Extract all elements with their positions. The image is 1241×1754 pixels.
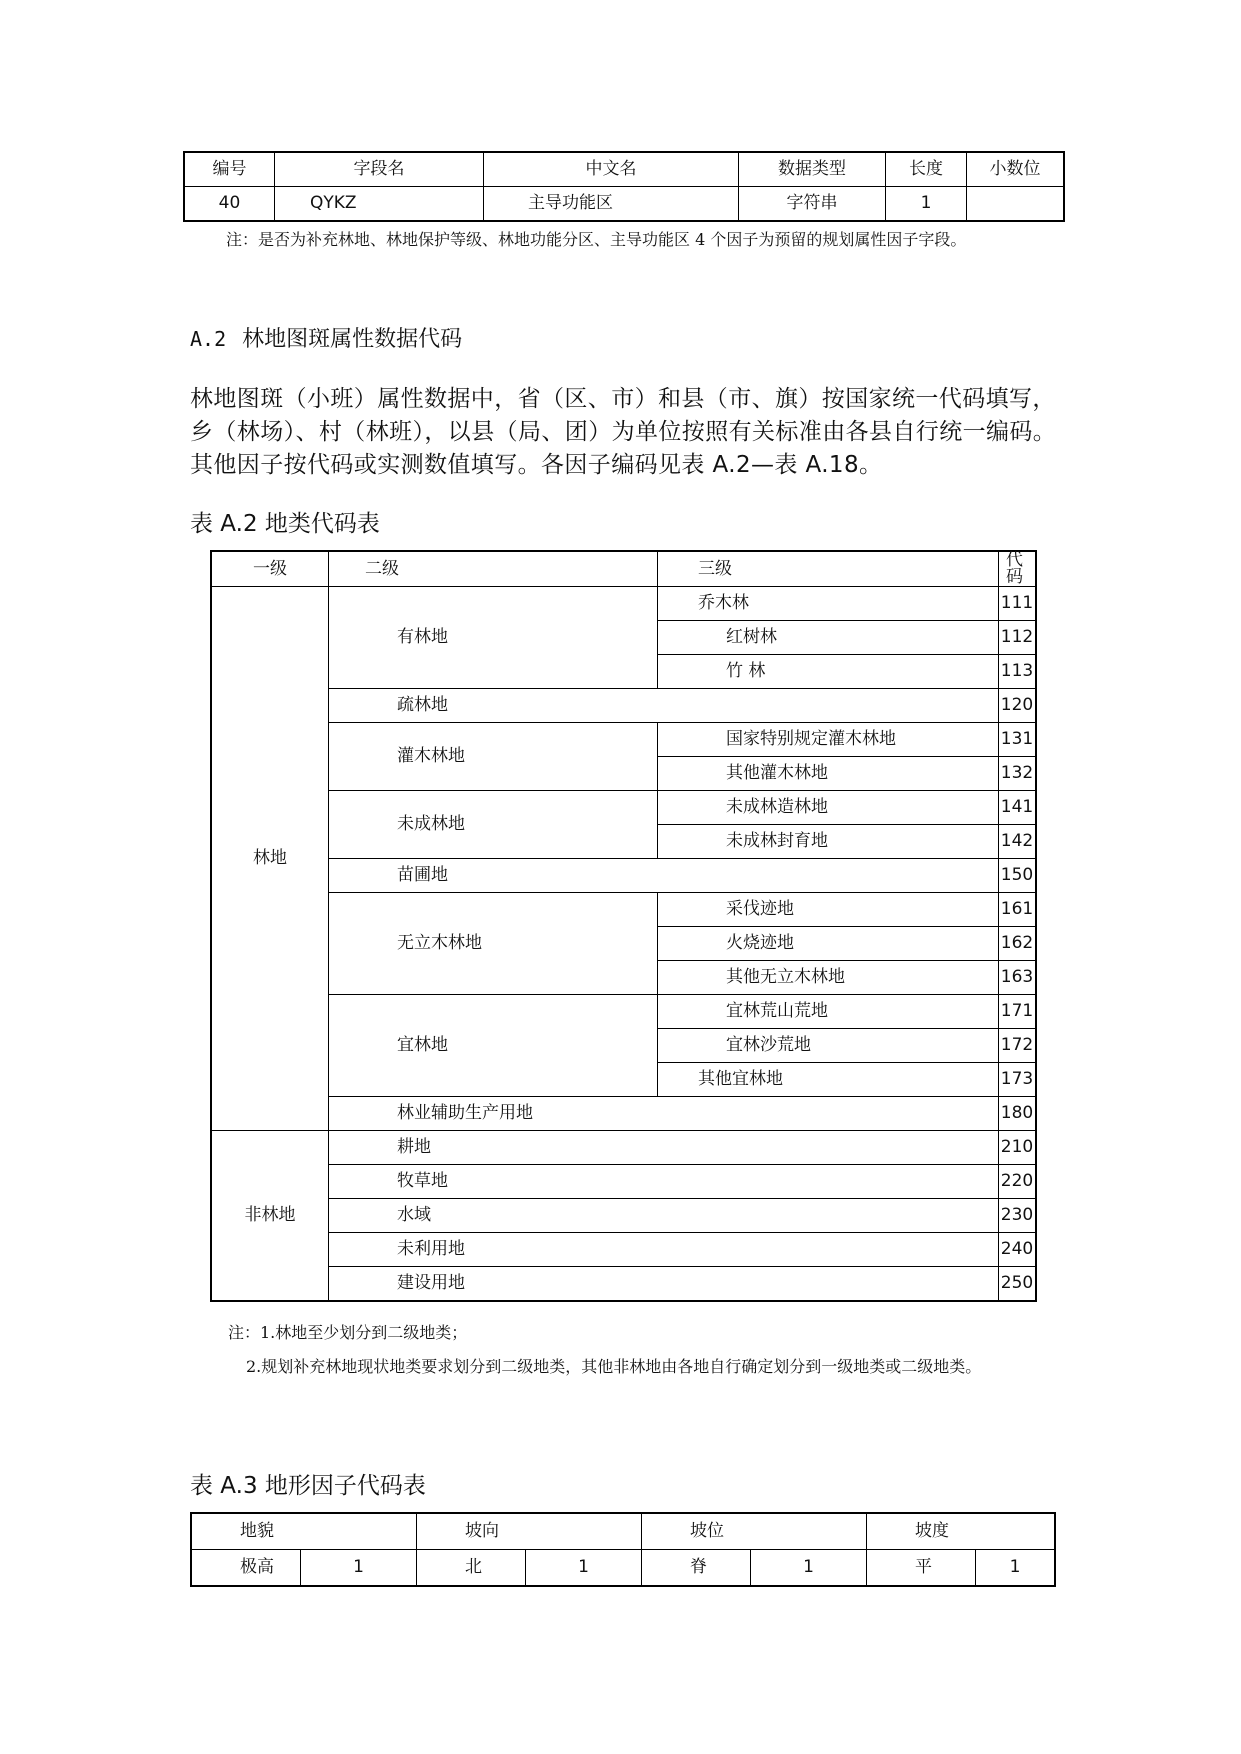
level3-cell: 国家特别规定灌木林地: [658, 723, 999, 757]
table-caption: 表 A.2 地类代码表: [190, 511, 380, 537]
level1-cell: 非林地: [211, 1131, 329, 1302]
table-row: [211, 859, 1036, 893]
table-cell: 字符串: [739, 187, 886, 222]
header-cell: 中文名: [484, 152, 739, 187]
table-row: [211, 1233, 1036, 1267]
level2-cell: 耕地: [329, 1131, 999, 1165]
table-cell: 1: [976, 1550, 1056, 1587]
level3-cell: 采伐迹地: [658, 893, 999, 927]
table-row: [191, 1550, 1055, 1587]
table-cell: 1: [526, 1550, 642, 1587]
table-cell: 1: [886, 187, 967, 222]
table-note: 2.规划补充林地现状地类要求划分到二级地类，其他非林地由各地自行确定划分到一级地类或二级地类。: [246, 1357, 982, 1376]
level2-cell: 水域: [329, 1199, 999, 1233]
table-cell: 北: [417, 1550, 526, 1587]
table-row: [211, 791, 1036, 825]
header-cell: 数据类型: [739, 152, 886, 187]
table-row: [211, 723, 1036, 757]
code-cell: 142: [999, 825, 1037, 859]
level2-cell: 建设用地: [329, 1267, 999, 1302]
code-cell: 230: [999, 1199, 1037, 1233]
level2-cell: 疏林地: [329, 689, 999, 723]
level2-cell: 灌木林地: [329, 723, 658, 791]
level3-cell: 未成林封育地: [658, 825, 999, 859]
table-cell: 极高: [191, 1550, 301, 1587]
header-cell: 编号: [184, 152, 275, 187]
code-cell: 132: [999, 757, 1037, 791]
code-cell: 111: [999, 587, 1037, 621]
table-header-row: [211, 551, 1036, 587]
header-cell: 坡位: [642, 1513, 867, 1550]
table-header-row: [184, 152, 1064, 187]
level2-cell: 林业辅助生产用地: [329, 1097, 999, 1131]
section-title: 林地图斑属性数据代码: [242, 327, 463, 352]
level2-cell: 未成林地: [329, 791, 658, 859]
header-cell: 一级: [211, 551, 329, 587]
table-caption: 表 A.3 地形因子代码表: [190, 1473, 426, 1499]
section-heading: [190, 322, 462, 353]
code-cell: 113: [999, 655, 1037, 689]
table-row: [211, 1165, 1036, 1199]
code-cell: 141: [999, 791, 1037, 825]
code-cell: 161: [999, 893, 1037, 927]
code-cell: 163: [999, 961, 1037, 995]
terrain-code-table: [190, 1512, 1056, 1587]
header-cell: 坡向: [417, 1513, 642, 1550]
table-row: [211, 1097, 1036, 1131]
code-cell: 171: [999, 995, 1037, 1029]
level3-cell: 其他无立木林地: [658, 961, 999, 995]
field-table: [183, 151, 1065, 222]
header-cell: 坡度: [867, 1513, 1056, 1550]
table-row: [211, 1267, 1036, 1302]
code-cell: 220: [999, 1165, 1037, 1199]
table-row: [184, 187, 1064, 222]
code-cell: 131: [999, 723, 1037, 757]
table-row: [211, 995, 1036, 1029]
code-cell: 112: [999, 621, 1037, 655]
table-header-row: [191, 1513, 1055, 1550]
level2-cell: 无立木林地: [329, 893, 658, 995]
code-cell: 180: [999, 1097, 1037, 1131]
table-row: [211, 893, 1036, 927]
table-cell: 脊: [642, 1550, 751, 1587]
level2-cell: 宜林地: [329, 995, 658, 1097]
table-cell: 1: [751, 1550, 867, 1587]
table-row: [211, 689, 1036, 723]
table-cell: 平: [867, 1550, 976, 1587]
code-cell: 210: [999, 1131, 1037, 1165]
table-note: 注：1.林地至少划分到二级地类；: [228, 1323, 468, 1342]
code-cell: 120: [999, 689, 1037, 723]
body-paragraph: 林地图斑（小班）属性数据中，省（区、市）和县（市、旗）按国家统一代码填写，乡（林场）、村（林班），以县（局、团）为单位按照有关标准由各县自行统一编码。其他因子按代码或实测数值填写。各因子编码见表 A.2—表 A.18。: [190, 386, 1057, 478]
header-cell: 二级: [329, 551, 658, 587]
header-cell: 长度: [886, 152, 967, 187]
code-cell: 150: [999, 859, 1037, 893]
section-number: A.2: [190, 327, 227, 351]
table-row: [211, 587, 1036, 621]
header-cell: 代码: [999, 551, 1037, 587]
header-cell: 小数位: [967, 152, 1065, 187]
level3-cell: 乔木林: [658, 587, 999, 621]
table-row: [211, 1131, 1036, 1165]
level3-cell: 未成林造林地: [658, 791, 999, 825]
code-cell: 172: [999, 1029, 1037, 1063]
level2-cell: 苗圃地: [329, 859, 999, 893]
level1-cell: 林地: [211, 587, 329, 1131]
table-row: [211, 1199, 1036, 1233]
code-cell: 250: [999, 1267, 1037, 1302]
level3-cell: 宜林荒山荒地: [658, 995, 999, 1029]
header-cell: 地貌: [191, 1513, 417, 1550]
code-cell: 162: [999, 927, 1037, 961]
table-cell: 主导功能区: [484, 187, 739, 222]
table-note: 注：是否为补充林地、林地保护等级、林地功能分区、主导功能区 4 个因子为预留的规划属性因子字段。: [226, 230, 967, 249]
level2-cell: 未利用地: [329, 1233, 999, 1267]
level3-cell: 火烧迹地: [658, 927, 999, 961]
header-cell: 字段名: [275, 152, 484, 187]
level3-cell: 其他灌木林地: [658, 757, 999, 791]
level3-cell: 其他宜林地: [658, 1063, 999, 1097]
header-cell: 三级: [658, 551, 999, 587]
level2-cell: 牧草地: [329, 1165, 999, 1199]
table-cell: 1: [301, 1550, 417, 1587]
land-type-code-table: [210, 550, 1037, 1302]
code-cell: 240: [999, 1233, 1037, 1267]
table-cell: [967, 187, 1065, 222]
level2-cell: 有林地: [329, 587, 658, 689]
table-cell: QYKZ: [275, 187, 484, 222]
level3-cell: 宜林沙荒地: [658, 1029, 999, 1063]
level3-cell: 竹 林: [658, 655, 999, 689]
table-cell: 40: [184, 187, 275, 222]
level3-cell: 红树林: [658, 621, 999, 655]
code-cell: 173: [999, 1063, 1037, 1097]
